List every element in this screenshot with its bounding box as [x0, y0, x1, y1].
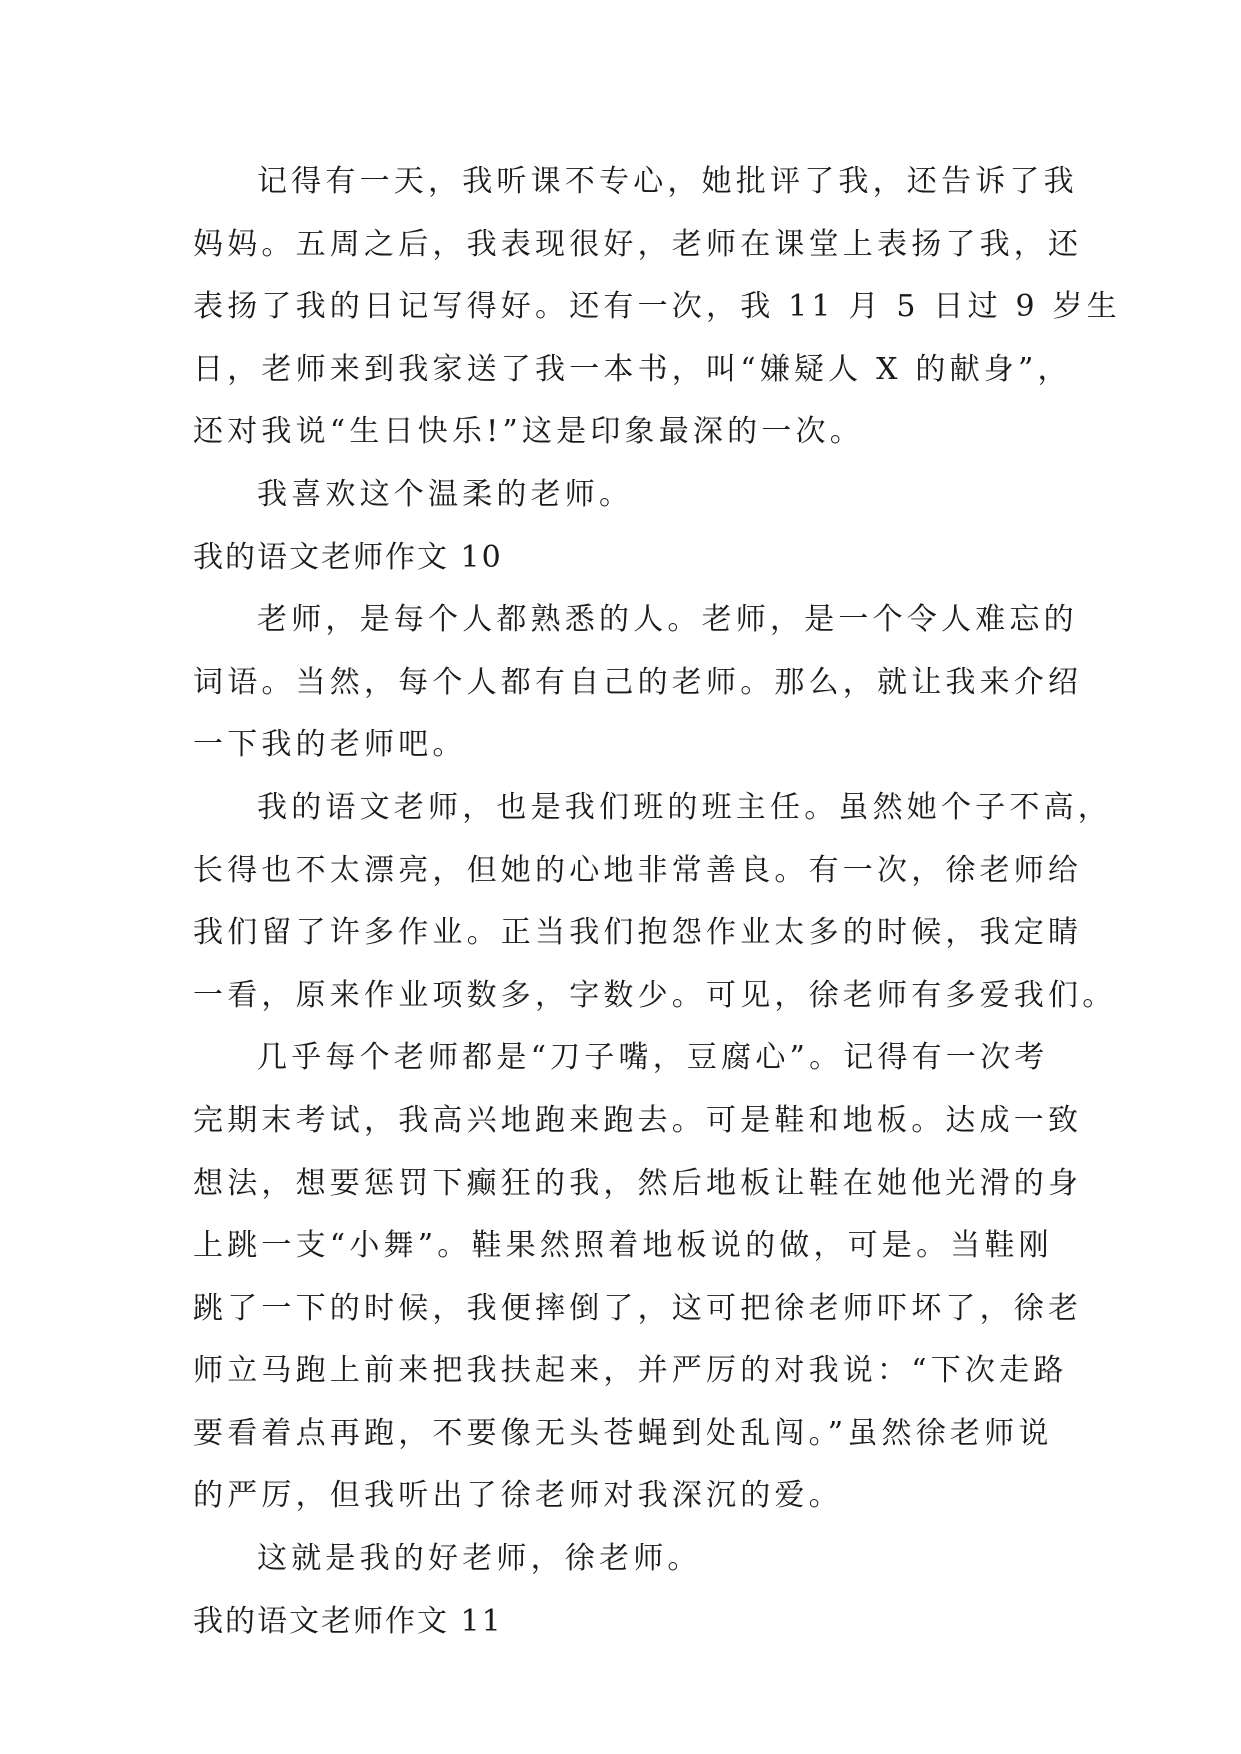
section-heading: 我的语文老师作文 10 — [193, 539, 503, 575]
body-line: 长得也不太漂亮，但她的心地非常善良。有一次，徐老师给 — [193, 852, 1083, 888]
body-line: 完期末考试，我高兴地跑来跑去。可是鞋和地板。达成一致 — [193, 1102, 1083, 1138]
body-line: 上跳一支“小舞”。鞋果然照着地板说的做，可是。当鞋刚 — [193, 1228, 1053, 1264]
body-line: 跳了一下的时候，我便摔倒了，这可把徐老师吓坏了，徐老 — [193, 1290, 1083, 1326]
body-line: 记得有一天，我听课不专心，她批评了我，还告诉了我 — [257, 164, 1078, 199]
body-line: 还对我说“生日快乐!”这是印象最深的一次。 — [193, 414, 864, 450]
section-heading: 我的语文老师作文 11 — [193, 1603, 503, 1639]
body-line: 的严厉，但我听出了徐老师对我深沉的爱。 — [193, 1478, 843, 1514]
body-line: 表扬了我的日记写得好。还有一次，我 11 月 5 日过 9 岁生 — [193, 289, 1121, 325]
body-line: 一看，原来作业项数多，字数少。可见，徐老师有多爱我们。 — [193, 977, 1117, 1013]
body-line: 想法，想要惩罚下癫狂的我，然后地板让鞋在她他光滑的身 — [193, 1165, 1083, 1201]
body-line: 几乎每个老师都是“刀子嘴，豆腐心”。记得有一次考 — [257, 1040, 1049, 1076]
body-line: 这就是我的好老师，徐老师。 — [257, 1541, 702, 1577]
body-line: 老师，是每个人都熟悉的人。老师，是一个令人难忘的 — [257, 602, 1078, 638]
document-page — [193, 160, 1121, 1662]
body-line: 我们留了许多作业。正当我们抱怨作业太多的时候，我定睛 — [193, 915, 1083, 951]
body-line: 词语。当然，每个人都有自己的老师。那么，就让我来介绍 — [193, 664, 1083, 700]
body-line: 我喜欢这个温柔的老师。 — [257, 476, 634, 512]
body-line: 日，老师来到我家送了我一本书，叫“嫌疑人 X 的献身”， — [193, 351, 1072, 387]
body-line: 师立马跑上前来把我扶起来，并严厉的对我说：“下次走路 — [193, 1353, 1068, 1389]
body-line: 要看着点再跑，不要像无头苍蝇到处乱闯。”虽然徐老师说 — [193, 1415, 1053, 1451]
body-line: 一下我的老师吧。 — [193, 727, 467, 763]
body-line: 妈妈。五周之后，我表现很好，老师在课堂上表扬了我，还 — [193, 226, 1083, 262]
body-line: 我的语文老师，也是我们班的班主任。虽然她个子不高， — [257, 789, 1112, 825]
